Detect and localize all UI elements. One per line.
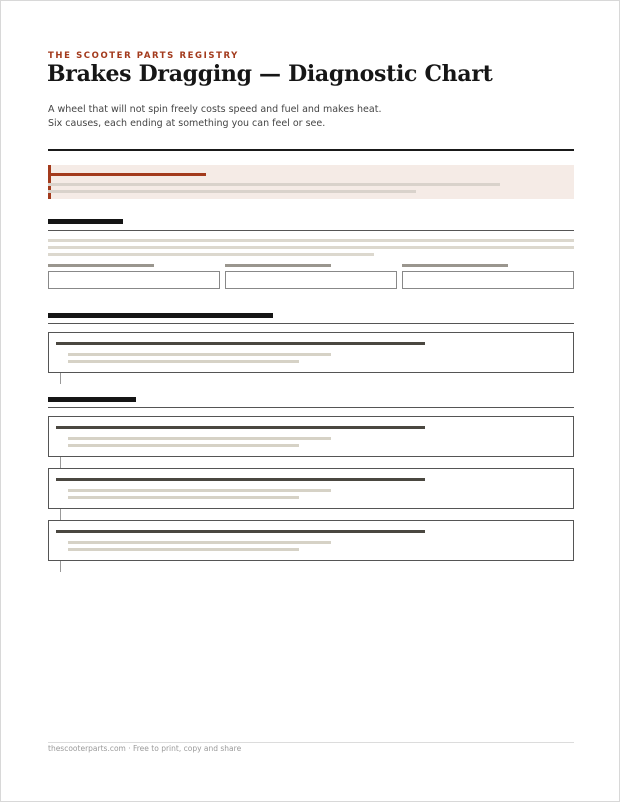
callout-text-placeholder (48, 183, 500, 186)
footer-rule (48, 742, 574, 743)
field-label-placeholder (48, 264, 154, 267)
callout-banner (48, 165, 574, 199)
step-text-placeholder (68, 360, 299, 363)
step-text-placeholder (68, 437, 331, 440)
section-rule (48, 407, 574, 408)
publisher-kicker: THE SCOOTER PARTS REGISTRY (48, 51, 239, 61)
step-title-placeholder (56, 478, 425, 481)
step-title-placeholder (56, 530, 425, 533)
footer-text: thescooterparts.com · Free to print, copy and share (48, 744, 242, 753)
text-line-placeholder (48, 239, 574, 242)
section-rule (48, 230, 574, 231)
form-field-1[interactable] (48, 271, 220, 289)
callout-heading-placeholder (48, 173, 206, 176)
flow-connector (60, 457, 61, 468)
field-label-placeholder (402, 264, 508, 267)
step-text-placeholder (68, 541, 331, 544)
intro-paragraph: A wheel that will not spin freely costs speed and fuel and makes heat. Six causes, each ending at something you can feel or see. (48, 104, 382, 129)
step-text-placeholder (68, 496, 299, 499)
step-text-placeholder (68, 353, 331, 356)
diagnostic-step-card (48, 520, 574, 561)
callout-accent-edge (48, 165, 51, 199)
diagnostic-step-card (48, 332, 574, 373)
diagnostic-step-card (48, 468, 574, 509)
diagnostic-step-card (48, 416, 574, 457)
section-heading-placeholder (48, 219, 123, 224)
form-field-2[interactable] (225, 271, 397, 289)
section-heading-placeholder (48, 313, 273, 318)
field-label-placeholder (225, 264, 331, 267)
section-rule (48, 323, 574, 324)
step-text-placeholder (68, 548, 299, 551)
step-text-placeholder (68, 444, 299, 447)
page-title: Brakes Dragging — Diagnostic Chart (47, 61, 493, 87)
step-text-placeholder (68, 489, 331, 492)
section-heading-placeholder (48, 397, 136, 402)
text-line-placeholder (48, 253, 374, 256)
callout-text-placeholder (48, 190, 416, 193)
flow-connector (60, 373, 61, 384)
flow-connector (60, 509, 61, 520)
flow-connector (60, 561, 61, 572)
step-title-placeholder (56, 426, 425, 429)
header-divider (48, 149, 574, 151)
text-line-placeholder (48, 246, 574, 249)
step-title-placeholder (56, 342, 425, 345)
form-field-3[interactable] (402, 271, 574, 289)
